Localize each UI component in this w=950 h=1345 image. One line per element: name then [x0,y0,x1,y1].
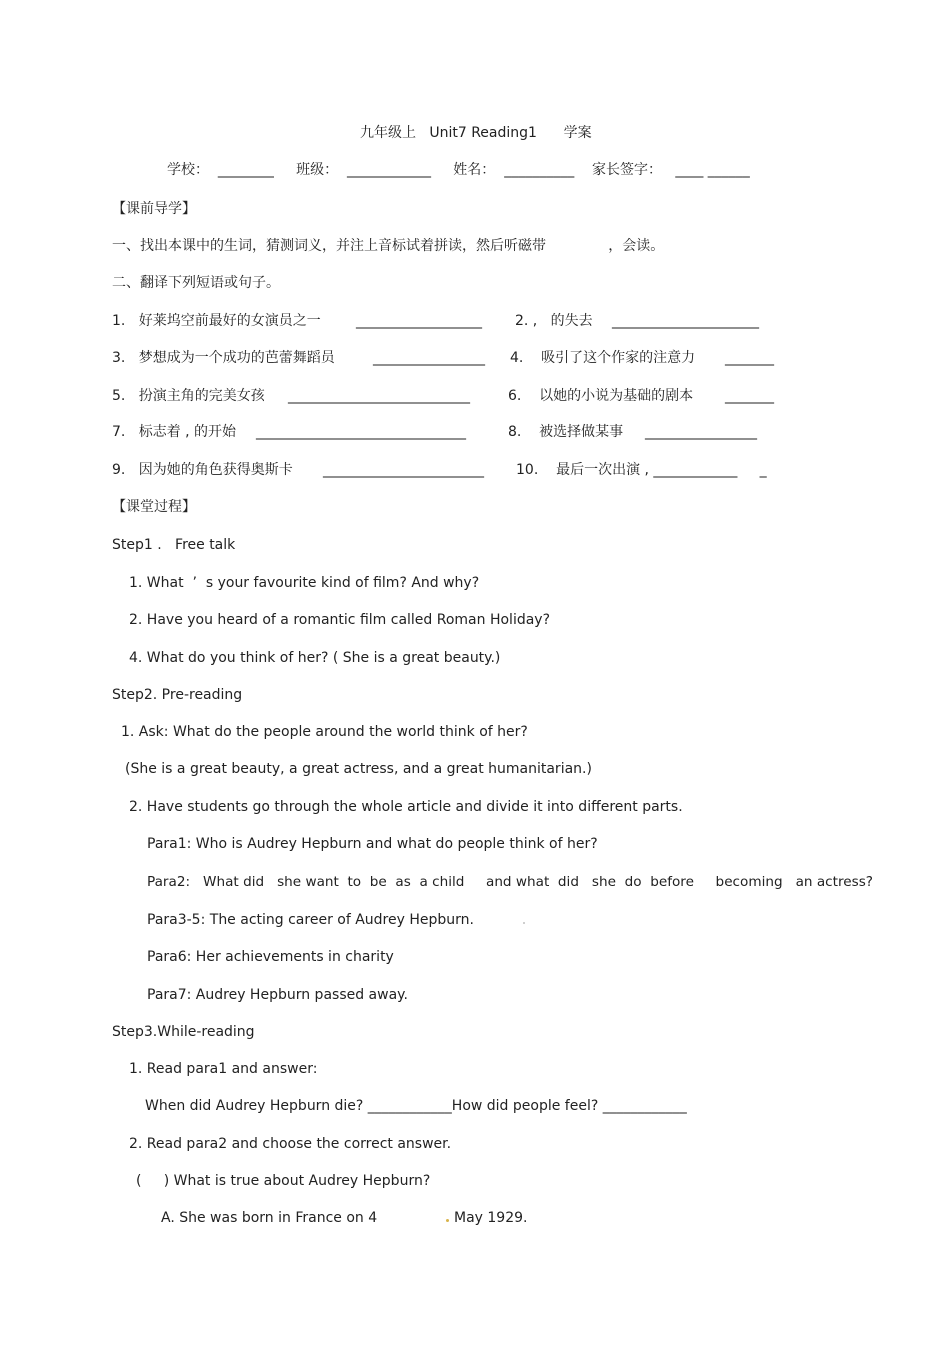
step1-q2: 2. Have you heard of a romantic film called Roman Holiday? [129,612,551,628]
page-title: 九年级上 Unit7 Reading1 学案 [360,125,592,141]
para6: Para6: Her achievements in charity [147,949,394,965]
blank-5: __________________________ [288,388,470,404]
read-para1-question: When did Audrey Hepburn die? ____________How did people feel? ____________ [145,1098,687,1114]
blank-7: ______________________________ [256,424,466,440]
read-para1: 1. Read para1 and answer: [129,1061,318,1077]
phrase-6: 6. 以她的小说为基础的剧本 [508,388,694,404]
step2-title: Step2. Pre-reading [112,687,243,703]
blank-6: _______ [725,388,774,404]
step2-answer: (She is a great beauty, a great actress, and a great humanitarian.) [125,761,592,777]
phrase-10: 10. 最后一次出演 , ____________ _ [516,462,767,478]
blank-2: _____________________ [612,313,759,329]
pre-class-heading: 【课前导学】 [112,201,196,217]
step1-q4: 4. What do you think of her? ( She is a great beauty.) [129,650,501,666]
para2: Para2: What did she want to be as a child and what did she do before becoming an actress? [147,874,874,890]
para1: Para1: Who is Audrey Hepburn and what do people think of her? [147,836,598,852]
read-para2: 2. Read para2 and choose the correct answer. [129,1136,452,1152]
instruction-2: 二、翻译下列短语或句子。 [112,275,280,291]
phrase-9: 9. 因为她的角色获得奥斯卡 [112,462,293,478]
phrase-4: 4. 吸引了这个作家的注意力 [510,350,696,366]
blank-8: ________________ [645,424,757,440]
speck [446,1219,449,1222]
para7: Para7: Audrey Hepburn passed away. [147,987,408,1003]
phrase-1: 1. 好莱坞空前最好的女演员之一 [112,313,321,329]
phrase-8: 8. 被选择做某事 [508,424,624,440]
instruction-1: 一、找出本课中的生词，猜测词义，并注上音标试着拼读，然后听磁带 ，会读。 [112,238,665,254]
blank-4: _______ [725,350,774,366]
step2-divide: 2. Have students go through the whole article and divide it into different parts. [129,799,683,815]
blank-9: _______________________ [323,462,484,478]
phrase-7: 7. 标志着 , 的开始 [112,424,237,440]
option-a-right: May 1929. [454,1210,528,1226]
step2-ask: 1. Ask: What do the people around the world think of her? [121,724,528,740]
step1-title: Step1 . Free talk [112,537,236,553]
phrase-5: 5. 扮演主角的完美女孩 [112,388,265,404]
phrase-3: 3. 梦想成为一个成功的芭蕾舞蹈员 [112,350,335,366]
step1-q1: 1. What ’ s your favourite kind of film? And why? [129,575,480,591]
blank-3: ________________ [373,350,485,366]
step3-title: Step3.While-reading [112,1024,255,1040]
info-line: 学校： ________ 班级： ____________ 姓名： __________ 家长签字： ____ ______ [167,162,750,178]
phrase-2: 2. , 的失去 [515,313,593,329]
para3-5: Para3-5: The acting career of Audrey Hepburn. [147,912,474,928]
option-a-left: A. She was born in France on 4 [161,1210,378,1226]
in-class-heading: 【课堂过程】 [112,499,196,515]
read-para2-question: ( ) What is true about Audrey Hepburn? [136,1173,431,1189]
speck [523,922,525,924]
blank-1: __________________ [356,313,482,329]
